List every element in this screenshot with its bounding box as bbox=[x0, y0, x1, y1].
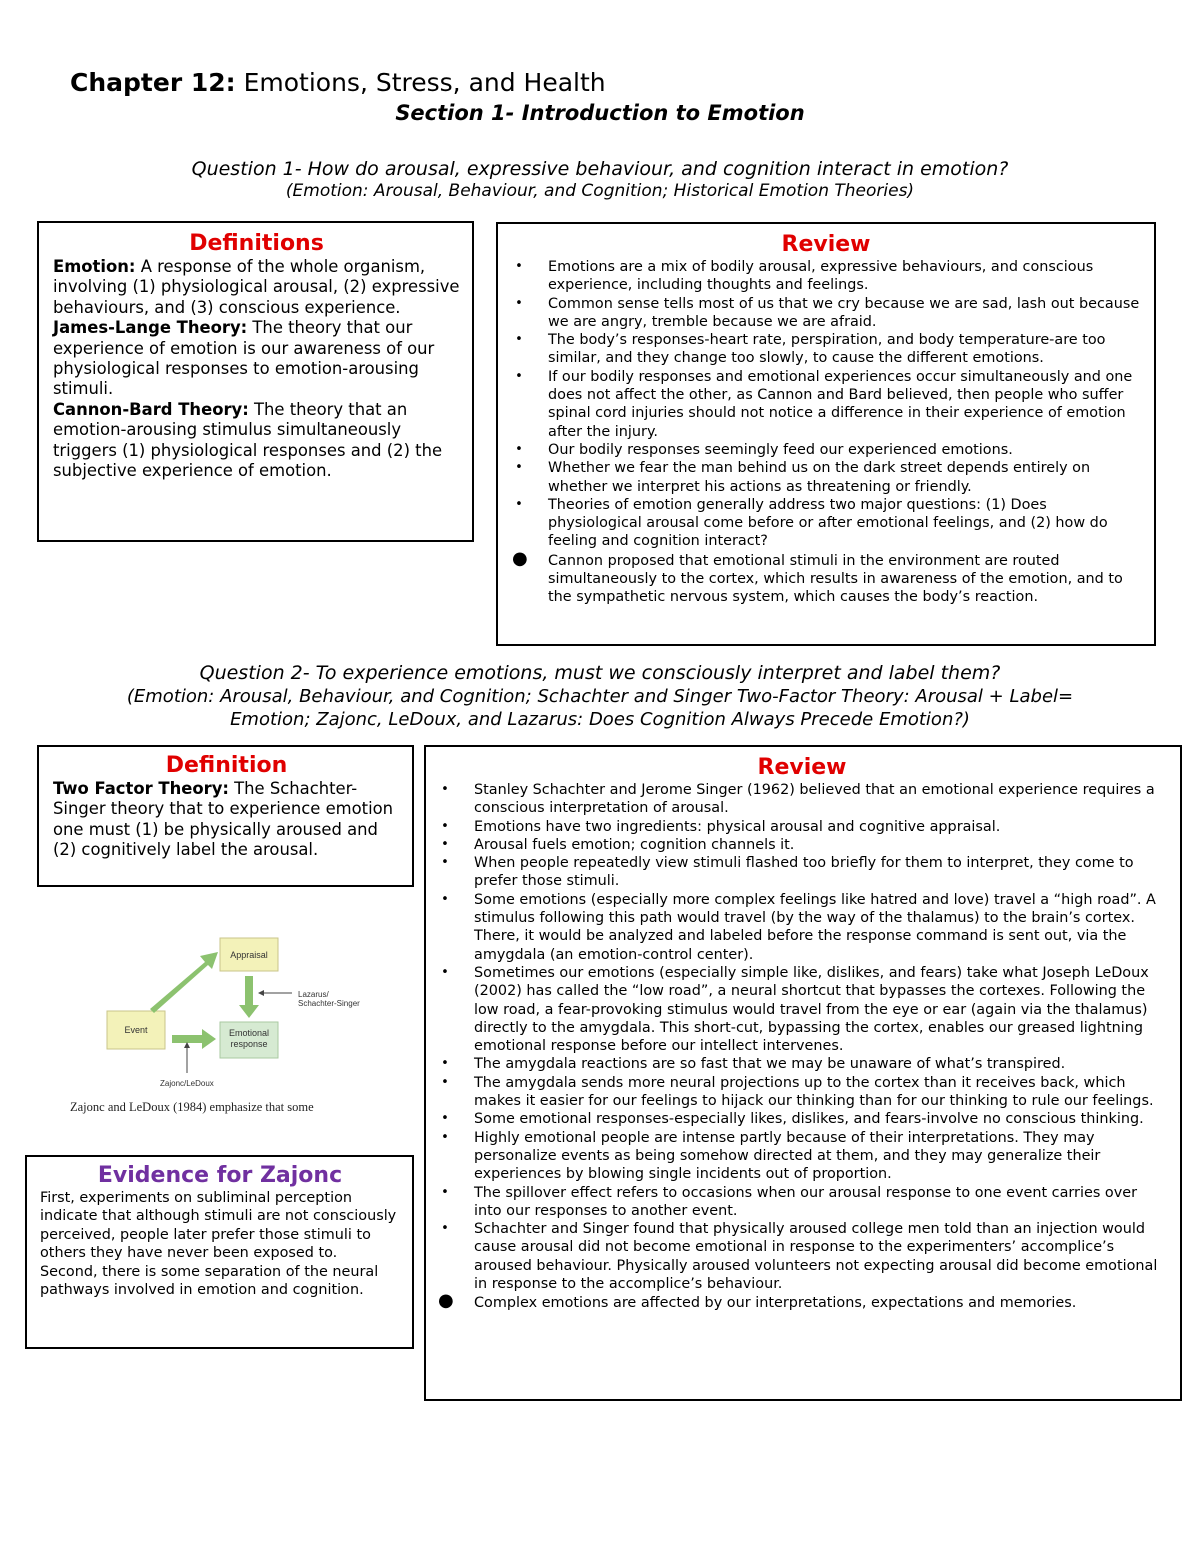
event-to-response-arrow bbox=[172, 1029, 216, 1049]
definition-text: The theory that an emotion-arousing stimulus simultaneously triggers (1) physiological responses and (2) the subjective experience of emotion. bbox=[53, 399, 443, 481]
review-item bbox=[512, 295, 1140, 332]
review-item-text: Emotions have two ingredients: physical arousal and cognitive appraisal. bbox=[474, 818, 1001, 835]
event-to-appraisal-arrow bbox=[150, 952, 218, 1013]
question-2-subtitle-2: Emotion; Zajonc, LeDoux, and Lazarus: Does Cognition Always Precede Emotion?) bbox=[230, 709, 970, 730]
response-label-2: response bbox=[230, 1039, 268, 1049]
review-item bbox=[438, 1055, 1166, 1073]
bullet-icon: • bbox=[515, 496, 523, 512]
review-item-text: Our bodily responses seemingly feed our experienced emotions. bbox=[548, 441, 1013, 458]
review-item bbox=[438, 1290, 1166, 1312]
review-item bbox=[512, 547, 1140, 607]
definition-term: Two Factor Theory: bbox=[53, 779, 229, 798]
review-item-text: Some emotional responses-especially likes, dislikes, and fears-involve no conscious thinking. bbox=[474, 1111, 1144, 1128]
review-list bbox=[438, 781, 1166, 1313]
review-item bbox=[438, 1074, 1166, 1111]
bullet-icon: • bbox=[515, 259, 523, 274]
chapter-number: Chapter 12: bbox=[70, 68, 236, 97]
review-item bbox=[438, 1110, 1166, 1128]
review-item-text: Emotions are a mix of bodily arousal, expressive behaviours, and conscious experience, including thoughts and feelings. bbox=[548, 259, 1094, 294]
bullet-icon: • bbox=[441, 1184, 449, 1200]
bullet-icon: • bbox=[441, 1056, 449, 1072]
chapter-title: Emotions, Stress, and Health bbox=[235, 68, 606, 97]
review-item-text: Arousal fuels emotion; cognition channels it. bbox=[474, 836, 795, 853]
review-item bbox=[438, 891, 1166, 964]
review-item bbox=[512, 496, 1140, 551]
question-1: Question 1- How do arousal, expressive behaviour, and cognition interact in emotion? bbox=[191, 158, 1009, 180]
review-item-text: Whether we fear the man behind us on the dark street depends entirely on whether we interpret his actions as threatening or friendly. bbox=[548, 460, 1091, 495]
definition-emotion bbox=[53, 257, 460, 318]
review-item-text: The amygdala reactions are so fast that we may be unaware of what’s transpired. bbox=[474, 1056, 1066, 1073]
bullet-icon: ● bbox=[438, 1290, 454, 1312]
definition-two-factor bbox=[53, 779, 400, 861]
review-item bbox=[438, 836, 1166, 854]
appraisal-label: Appraisal bbox=[230, 950, 268, 960]
review-item bbox=[438, 964, 1166, 1055]
review-box-2 bbox=[424, 745, 1182, 1401]
definition-term: James-Lange Theory: bbox=[53, 318, 248, 338]
bullet-icon: • bbox=[515, 441, 523, 457]
review-item bbox=[512, 459, 1140, 496]
chapter-heading bbox=[70, 68, 606, 97]
section-title: Section 1- Introduction to Emotion bbox=[395, 101, 805, 125]
bullet-icon: • bbox=[515, 295, 523, 311]
bullet-icon: • bbox=[515, 368, 523, 384]
definitions-list bbox=[53, 257, 460, 481]
definitions-box bbox=[37, 221, 474, 542]
definition-text: The theory that our experience of emotion is our awareness of our physiological responses to emotion-arousing stimuli. bbox=[53, 318, 435, 399]
review-item-text: Some emotions (especially more complex feelings like hatred and love) travel a “high road”. A stimulus following this path would travel (by the way of the thalamus) to the brain’s cortex. There, it would be analyzed and labeled before the response command is sent out, via the amygdala (an emotion-control center). bbox=[474, 891, 1156, 963]
bullet-icon: • bbox=[441, 1221, 449, 1237]
review-item bbox=[438, 1129, 1166, 1184]
bullet-icon: • bbox=[441, 964, 449, 980]
definition-term: Emotion: bbox=[53, 257, 136, 276]
evidence-title: Evidence for Zajonc bbox=[97, 1163, 343, 1188]
review-item bbox=[438, 854, 1166, 891]
definition-term: Cannon-Bard Theory: bbox=[53, 399, 249, 419]
review-box-1 bbox=[496, 222, 1156, 646]
definition-title: Definition bbox=[165, 753, 288, 778]
review-item-text: The spillover effect refers to occasions when our arousal response to one event carries over into our responses to another event. bbox=[474, 1184, 1137, 1219]
bullet-icon: • bbox=[441, 1129, 449, 1145]
bullet-icon: • bbox=[515, 460, 523, 476]
zajonc-label: Zajonc/LeDoux bbox=[160, 1079, 214, 1088]
review-item-text: Common sense tells most of us that we cry because we are sad, lash out because we are angry, tremble because we are afraid. bbox=[548, 295, 1140, 330]
review-item-text: Theories of emotion generally address two major questions: (1) Does physiological arousal come before or after emotional feelings, and (2) how do feeling and cognition interact? bbox=[548, 496, 1108, 550]
review-item-text: Schachter and Singer found that physically aroused college men told than an injection would cause arousal did not become emotional in response to the experimenters’ accomplice’s aroused behaviour. Physically aroused volunteers not expecting arousal did become emotional in response to the accomplice’s behaviour. bbox=[474, 1221, 1158, 1293]
review-item bbox=[512, 331, 1140, 368]
review-item-text: Cannon proposed that emotional stimuli in the environment are routed simultaneously to the cortex, which results in awareness of the emotion, and to the sympathetic nervous system, which causes the body’s reaction. bbox=[548, 552, 1123, 606]
review-item-text: Complex emotions are affected by our interpretations, expectations and memories. bbox=[474, 1295, 1077, 1312]
review-item bbox=[512, 441, 1140, 459]
response-label-1: Emotional bbox=[228, 1028, 270, 1038]
review-item bbox=[512, 258, 1140, 295]
evidence-box bbox=[25, 1155, 414, 1349]
review-item-text: The body’s responses-heart rate, perspiration, and body temperature-are too similar, and they change too slowly, to cause the different emotions. bbox=[548, 332, 1106, 367]
evidence-paragraph-2: Second, there is some separation of the neural pathways involved in emotion and cognition. bbox=[40, 1263, 379, 1299]
review-item bbox=[512, 368, 1140, 441]
review-list bbox=[512, 258, 1140, 607]
evidence-text bbox=[40, 1189, 400, 1299]
lazarus-pointer-head bbox=[258, 990, 264, 996]
review-title: Review bbox=[757, 755, 847, 780]
definition-box bbox=[37, 745, 414, 887]
appraisal-to-response-arrow bbox=[239, 976, 259, 1018]
review-item-text: The amygdala sends more neural projections up to the cortex than it receives back, which makes it easier for our feelings to hijack our thinking than for our thinking to rule our feelings. bbox=[474, 1074, 1154, 1110]
bullet-icon: • bbox=[441, 782, 449, 797]
question-1-subtitle: (Emotion: Arousal, Behaviour, and Cognition; Historical Emotion Theories) bbox=[285, 181, 915, 201]
bullet-icon: • bbox=[441, 836, 449, 852]
definition-text: The Schachter-Singer theory that to experience emotion one must (1) be physically aroused and (2) cognitively label the arousal. bbox=[53, 779, 394, 860]
bullet-icon: • bbox=[441, 891, 449, 907]
definition-text: A response of the whole organism, involving (1) physiological arousal, (2) expressive behaviours, and (3) conscious experience. bbox=[53, 257, 460, 317]
definition-cannon-bard bbox=[53, 400, 460, 482]
review-title: Review bbox=[781, 232, 871, 257]
bullet-icon: • bbox=[515, 332, 523, 348]
question-2: Question 2- To experience emotions, must we consciously interpret and label them? bbox=[199, 662, 1001, 684]
definition-james-lange bbox=[53, 318, 460, 400]
question-2-subtitle-1: (Emotion: Arousal, Behaviour, and Cognition; Schachter and Singer Two-Factor Theory: Arousal + Label= bbox=[126, 686, 1074, 707]
lazarus-label-1: Lazarus/ bbox=[298, 990, 329, 999]
definitions-title: Definitions bbox=[189, 231, 324, 256]
review-item bbox=[438, 818, 1166, 836]
bullet-icon: • bbox=[441, 1111, 449, 1127]
bullet-icon: ● bbox=[512, 547, 528, 569]
bullet-icon: • bbox=[441, 1074, 449, 1090]
event-label: Event bbox=[124, 1025, 148, 1035]
review-item-text: If our bodily responses and emotional experiences occur simultaneously and one does not affect the other, as Cannon and Bard believed, then people who suffer spinal cord injuries should not notice a difference in their experience of emotion after the injury. bbox=[548, 368, 1133, 440]
review-item-text: Stanley Schachter and Jerome Singer (1962) believed that an emotional experience requires a conscious interpretation of arousal. bbox=[474, 782, 1155, 817]
review-item-text: Sometimes our emotions (especially simple like, dislikes, and fears) take what Joseph LeDoux (2002) has called the “low road”, a neural shortcut that bypasses the cortexes. Following the low road, a fear-provoking stimulus would travel from the eye or ear (again via the thalamus) directly to the amygdala. This short-cut, bypassing the cortex, enables our greased lightning emotional response before our intellect intervenes. bbox=[474, 964, 1149, 1055]
review-item-text: Highly emotional people are intense partly because of their interpretations. They may personalize events as being somehow directed at them, and they may generalize their experiences by blowing single incidents out of proportion. bbox=[474, 1129, 1101, 1183]
appraisal-diagram bbox=[60, 905, 410, 1125]
review-item-text: When people repeatedly view stimuli flashed too briefly for them to interpret, they come to prefer those stimuli. bbox=[474, 855, 1134, 890]
review-item bbox=[438, 1184, 1166, 1221]
bullet-icon: • bbox=[441, 818, 449, 834]
review-item bbox=[438, 1220, 1166, 1293]
bullet-icon: • bbox=[441, 855, 449, 871]
review-item bbox=[438, 781, 1166, 818]
lazarus-label-2: Schachter-Singer bbox=[298, 999, 360, 1008]
diagram-caption: Zajonc and LeDoux (1984) emphasize that some bbox=[70, 1100, 314, 1114]
evidence-paragraph-1: First, experiments on subliminal perception indicate that although stimuli are not consciously perceived, people later prefer those stimuli to others they have never been exposed to. bbox=[40, 1190, 397, 1262]
